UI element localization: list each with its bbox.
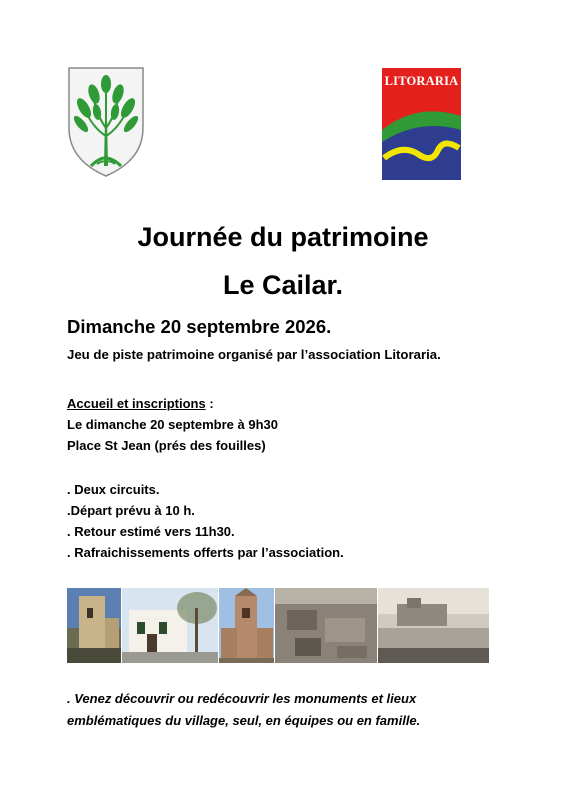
detail-item: .Départ prévu à 10 h. bbox=[67, 503, 195, 518]
detail-item: . Rafraichissements offerts par l’association. bbox=[67, 545, 344, 560]
photo-old-postcard bbox=[378, 588, 489, 663]
footer-line: . Venez découvrir ou redécouvrir les monuments et lieux bbox=[67, 691, 417, 706]
event-date: Dimanche 20 septembre 2026. bbox=[67, 316, 332, 337]
photo-stone-church bbox=[219, 588, 274, 663]
accueil-where: Place St Jean (prés des fouilles) bbox=[67, 438, 266, 453]
photo-white-house bbox=[122, 588, 218, 663]
event-subtitle: Jeu de piste patrimoine organisé par l’association Litoraria. bbox=[67, 347, 441, 362]
accueil-when: Le dimanche 20 septembre à 9h30 bbox=[67, 417, 278, 432]
heritage-photo-strip bbox=[67, 588, 489, 663]
page-title: Journée du patrimoine bbox=[137, 222, 429, 252]
page-title-place: Le Cailar. bbox=[222, 270, 344, 300]
accueil-heading bbox=[67, 396, 214, 411]
footer-line: emblématiques du village, seul, en équipes ou en famille. bbox=[67, 713, 421, 728]
logo-wordmark: LITORARIA bbox=[384, 74, 459, 88]
detail-item: . Retour estimé vers 11h30. bbox=[67, 524, 235, 539]
accueil-heading-colon: : bbox=[205, 396, 214, 411]
village-crest-logo bbox=[67, 66, 145, 178]
litoraria-logo bbox=[382, 68, 461, 180]
photo-church-tower bbox=[67, 588, 121, 663]
accueil-heading-text: Accueil et inscriptions bbox=[67, 396, 206, 411]
photo-excavation-site bbox=[275, 588, 377, 663]
detail-item: . Deux circuits. bbox=[67, 482, 160, 497]
